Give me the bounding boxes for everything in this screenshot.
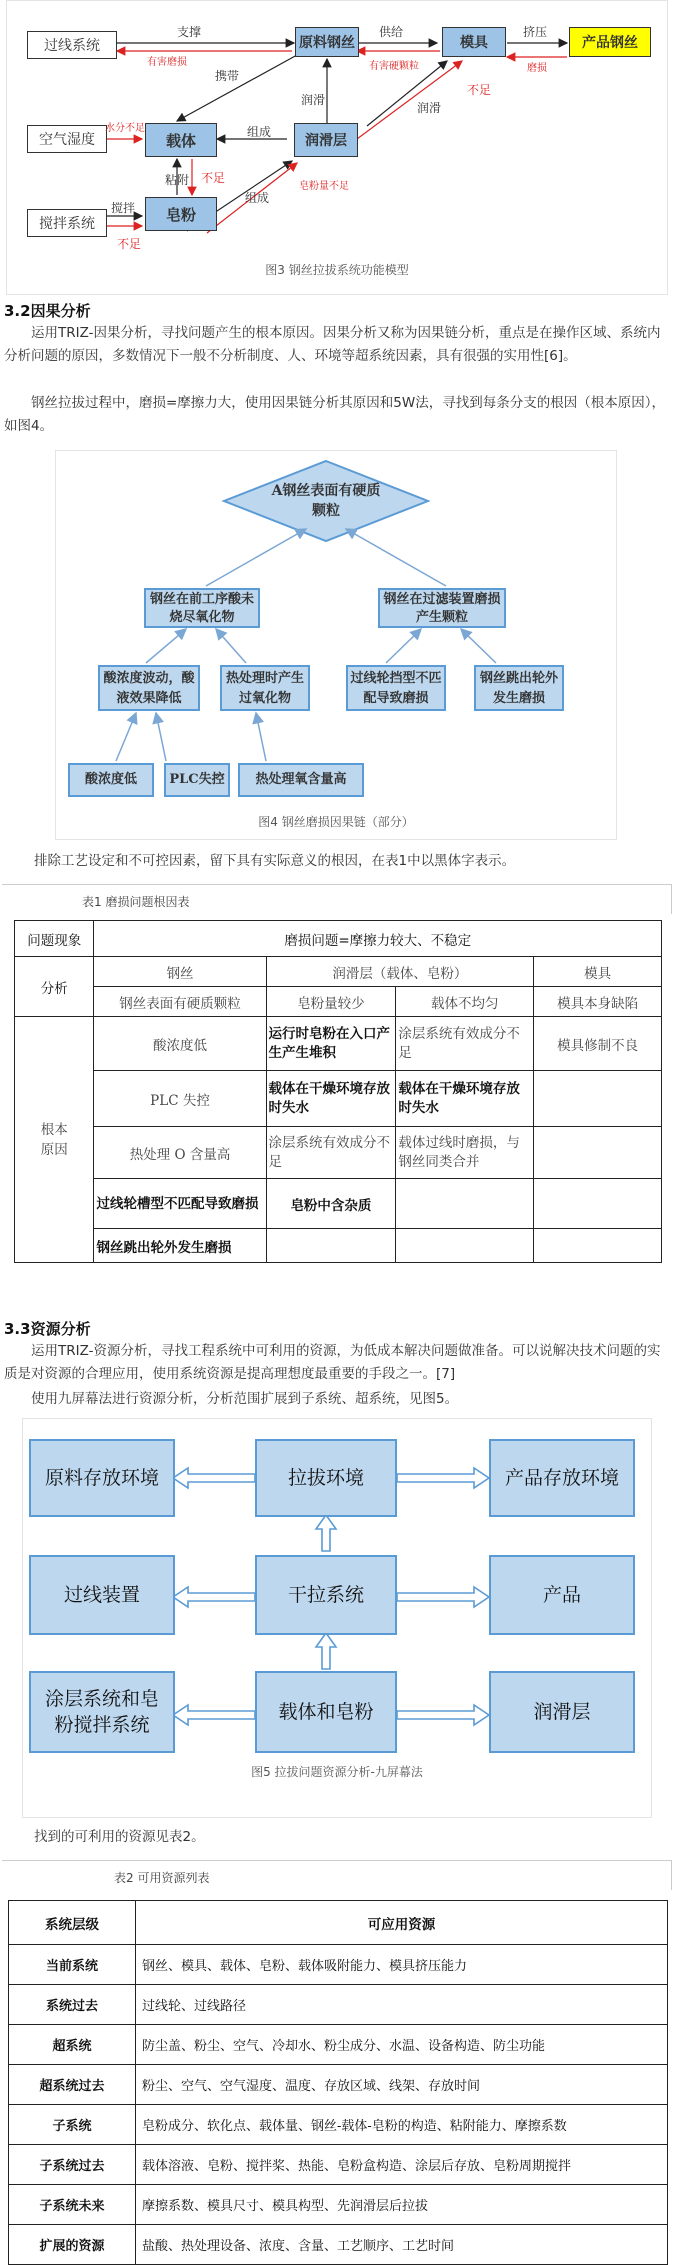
- section-3-3-paragraph-1: 运用TRIZ-资源分析，寻找工程系统中可利用的资源，为低成本解决问题做准备。可以说解决技术问题的实质是对资源的合理应用，使用系统资源是提高理想度最重要的手段之一。[7]: [4, 1343, 661, 1382]
- t1-r3c1: 热处理 O 含量高: [94, 1127, 266, 1179]
- t2-level: 当前系统: [9, 1945, 136, 1985]
- t1-c-runhua: 润滑层（载体、皂粉）: [266, 957, 534, 987]
- t1-r5c3: [396, 1229, 534, 1263]
- t1-h-problem-val: 磨损问题=摩擦力较大、不稳定: [94, 921, 662, 957]
- label-bu-zu1: 不足: [201, 171, 226, 185]
- t1-s-zaiti: 载体不均匀: [396, 987, 534, 1017]
- section-heading-3-2: 3.2因果分析: [4, 302, 91, 320]
- t2-res: 皂粉成分、软化点、载体量、钢丝-载体-皂粉的构造、粘附能力、摩擦系数: [136, 2105, 668, 2145]
- box-zaofen: 皂粉: [145, 197, 217, 231]
- screen-bc: 载体和皂粉: [255, 1671, 397, 1753]
- box-jiaoban: 搅拌系统: [27, 209, 107, 237]
- t2-res: 防尘盖、粉尘、空气、冷却水、粉尘成分、水温、设备构造、防尘功能: [136, 2025, 668, 2065]
- t1-r2c3: 载体在干燥环境存放时失水: [396, 1071, 534, 1127]
- cause-top: A钢丝表面有硬质颗粒: [271, 483, 381, 519]
- figure-4-caption: 图4 钢丝磨损因果链（部分）: [258, 815, 414, 829]
- t2-level: 超系统: [9, 2025, 136, 2065]
- screen-tr: 产品存放环境: [489, 1439, 635, 1517]
- label-zhicheng: 支撑: [177, 25, 202, 39]
- t2-level: 扩展的资源: [9, 2225, 136, 2265]
- section-3-3-paragraph-2: 使用九屏幕法进行资源分析，分析范围扩展到子系统、超系统，见图5。: [31, 1391, 459, 1407]
- t1-r5c2: [266, 1229, 396, 1263]
- t2-res: 载体溶液、皂粉、搅拌桨、热能、皂粉盒构造、涂层后存放、皂粉周期搅拌: [136, 2145, 668, 2185]
- section-heading-3-3: 3.3资源分析: [4, 1320, 91, 1338]
- t1-r4c1: 过线轮槽型不匹配导致磨损: [94, 1179, 266, 1229]
- cause-r1: 钢丝在过滤装置磨损产生颗粒: [378, 588, 506, 628]
- t1-r5c1: 钢丝跳出轮外发生磨损: [94, 1229, 266, 1263]
- table-1-caption: 表1 磨损问题根因表: [82, 895, 190, 909]
- t2-h1: 系统层级: [9, 1901, 136, 1945]
- t1-r4c4: [534, 1179, 662, 1229]
- label-shuifen: 水分不足: [105, 123, 145, 134]
- cause-b3: 热处理氧含量高: [238, 763, 364, 797]
- box-kongqi: 空气湿度: [27, 125, 107, 153]
- cause-r2a: 过线轮挡型不匹配导致磨损: [346, 665, 446, 711]
- t1-c-moju: 模具: [534, 957, 662, 987]
- t2-res: 摩擦系数、模具尺寸、模具构型、先润滑层后拉拔: [136, 2185, 668, 2225]
- label-runhua2: 润滑: [417, 101, 442, 115]
- t1-r1c3: 涂层系统有效成分不足: [396, 1017, 534, 1071]
- t1-r1c4: 模具修制不良: [534, 1017, 662, 1071]
- table-2: [8, 1900, 668, 2265]
- label-xiedai: 携带: [215, 69, 240, 83]
- box-chanpin: 产品钢丝: [569, 27, 651, 57]
- t1-r2c2: 载体在干燥环境存放时失水: [266, 1071, 396, 1127]
- t2-level: 子系统未来: [9, 2185, 136, 2225]
- t1-r1c2: 运行时皂粉在入口产生产生堆积: [266, 1017, 396, 1071]
- figure-3-caption: 图3 钢丝拉拔系统功能模型: [265, 263, 409, 277]
- cause-b1: 酸浓度低: [68, 763, 154, 797]
- cause-b2: PLC失控: [164, 763, 230, 797]
- label-zaofen-liang: 皂粉量不足: [299, 181, 349, 192]
- figure-3: [6, 0, 668, 295]
- label-zhanfu: 粘附: [165, 173, 190, 187]
- t2-level: 系统过去: [9, 1985, 136, 2025]
- t2-res: 粉尘、空气、空气湿度、温度、存放区域、线架、存放时间: [136, 2065, 668, 2105]
- t2-level: 子系统: [9, 2105, 136, 2145]
- label-runhua: 润滑: [301, 93, 326, 107]
- t1-h-root: [15, 1017, 94, 1263]
- t2-res: 钢丝、模具、载体、皂粉、载体吸附能力、模具挤压能力: [136, 1945, 668, 1985]
- t2-h2: 可应用资源: [136, 1901, 668, 1945]
- label-bu-zu2: 不足: [117, 237, 142, 251]
- t1-r4c2: 皂粉中含杂质: [266, 1179, 396, 1229]
- screen-tc: 拉拔环境: [255, 1439, 397, 1517]
- t1-r3c4: [534, 1127, 662, 1179]
- box-guoxian: 过线系统: [27, 31, 117, 59]
- label-jiya: 挤压: [523, 25, 548, 39]
- cause-l1: 钢丝在前工序酸未烧尽氧化物: [144, 588, 260, 628]
- table-1: [14, 920, 662, 1263]
- after-figure-5-text: 找到的可利用的资源见表2。: [34, 1829, 205, 1845]
- screen-mr: 产品: [489, 1555, 635, 1635]
- screen-mc: 干拉系统: [255, 1555, 397, 1635]
- cause-l2b: 热处理时产生过氧化物: [220, 665, 310, 711]
- t1-r4c3: [396, 1179, 534, 1229]
- t1-c-gangsi: 钢丝: [94, 957, 266, 987]
- label-zucheng1: 组成: [247, 125, 272, 139]
- figure-5-caption: 图5 拉拔问题资源分析-九屏幕法: [251, 1765, 423, 1779]
- t2-res: 盐酸、热处理设备、浓度、含量、工艺顺序、工艺时间: [136, 2225, 668, 2265]
- after-figure-4-text: 排除工艺设定和不可控因素，留下具有实际意义的根因，在表1中以黑体字表示。: [34, 853, 516, 869]
- t2-level: 超系统过去: [9, 2065, 136, 2105]
- figure-5: [22, 1418, 652, 1818]
- label-youhai-ying: 有害硬颗粒: [369, 61, 419, 72]
- t1-r1c1: 酸浓度低: [94, 1017, 266, 1071]
- t1-h-root-text: 根本原因: [40, 1121, 68, 1158]
- t1-r5c4: [534, 1229, 662, 1263]
- box-runhua: 润滑层: [294, 123, 358, 157]
- label-zucheng2: 组成: [245, 191, 270, 205]
- box-moju: 模具: [442, 27, 506, 57]
- figure-4: [55, 450, 617, 840]
- screen-ml: 过线装置: [29, 1555, 175, 1635]
- t1-h-problem: 问题现象: [15, 921, 94, 957]
- t2-res: 过线轮、过线路径: [136, 1985, 668, 2025]
- table-2-caption-bar: [2, 1860, 672, 1890]
- t1-s-gangsi: 钢丝表面有硬质颗粒: [94, 987, 266, 1017]
- t1-s-moju: 模具本身缺陷: [534, 987, 662, 1017]
- label-mosun: 磨损: [527, 63, 547, 74]
- t1-r2c1: PLC 失控: [94, 1071, 266, 1127]
- cause-l2a: 酸浓度波动，酸液效果降低: [98, 665, 200, 711]
- t1-s-zaofen: 皂粉量较少: [266, 987, 396, 1017]
- box-zaiti: 载体: [145, 123, 217, 157]
- screen-br: 润滑层: [489, 1671, 635, 1753]
- label-bu-zu3: 不足: [467, 83, 492, 97]
- label-youhai-mosun: 有害磨损: [147, 57, 187, 68]
- t1-r3c2: 涂层系统有效成分不足: [266, 1127, 396, 1179]
- cause-r2b: 钢丝跳出轮外发生磨损: [474, 665, 564, 711]
- t1-r2c4: [534, 1071, 662, 1127]
- box-yuanliao: 原料钢丝: [295, 27, 359, 57]
- label-gongji: 供给: [379, 25, 404, 39]
- table-2-caption: 表2 可用资源列表: [114, 1871, 210, 1885]
- table-1-caption-bar: [2, 884, 672, 914]
- t2-level: 子系统过去: [9, 2145, 136, 2185]
- label-jiaoban: 搅拌: [111, 201, 136, 215]
- t1-h-analysis: 分析: [15, 957, 94, 1017]
- t1-r3c3: 载体过线时磨损，与钢丝同类合并: [396, 1127, 534, 1179]
- section-3-2-paragraph-2: 钢丝拉拔过程中，磨损=摩擦力大，使用因果链分析其原因和5W法，寻找到每条分支的根因（根本原因），如图4。: [4, 395, 665, 434]
- screen-tl: 原料存放环境: [29, 1439, 175, 1517]
- section-3-2-paragraph-1: 运用TRIZ-因果分析，寻找问题产生的根本原因。因果分析又称为因果链分析，重点是在操作区域、系统内分析问题的原因，多数情况下一般不分析制度、人、环境等超系统因素，具有很强的实用性[6]。: [4, 325, 661, 364]
- screen-bl: 涂层系统和皂粉搅拌系统: [29, 1671, 175, 1753]
